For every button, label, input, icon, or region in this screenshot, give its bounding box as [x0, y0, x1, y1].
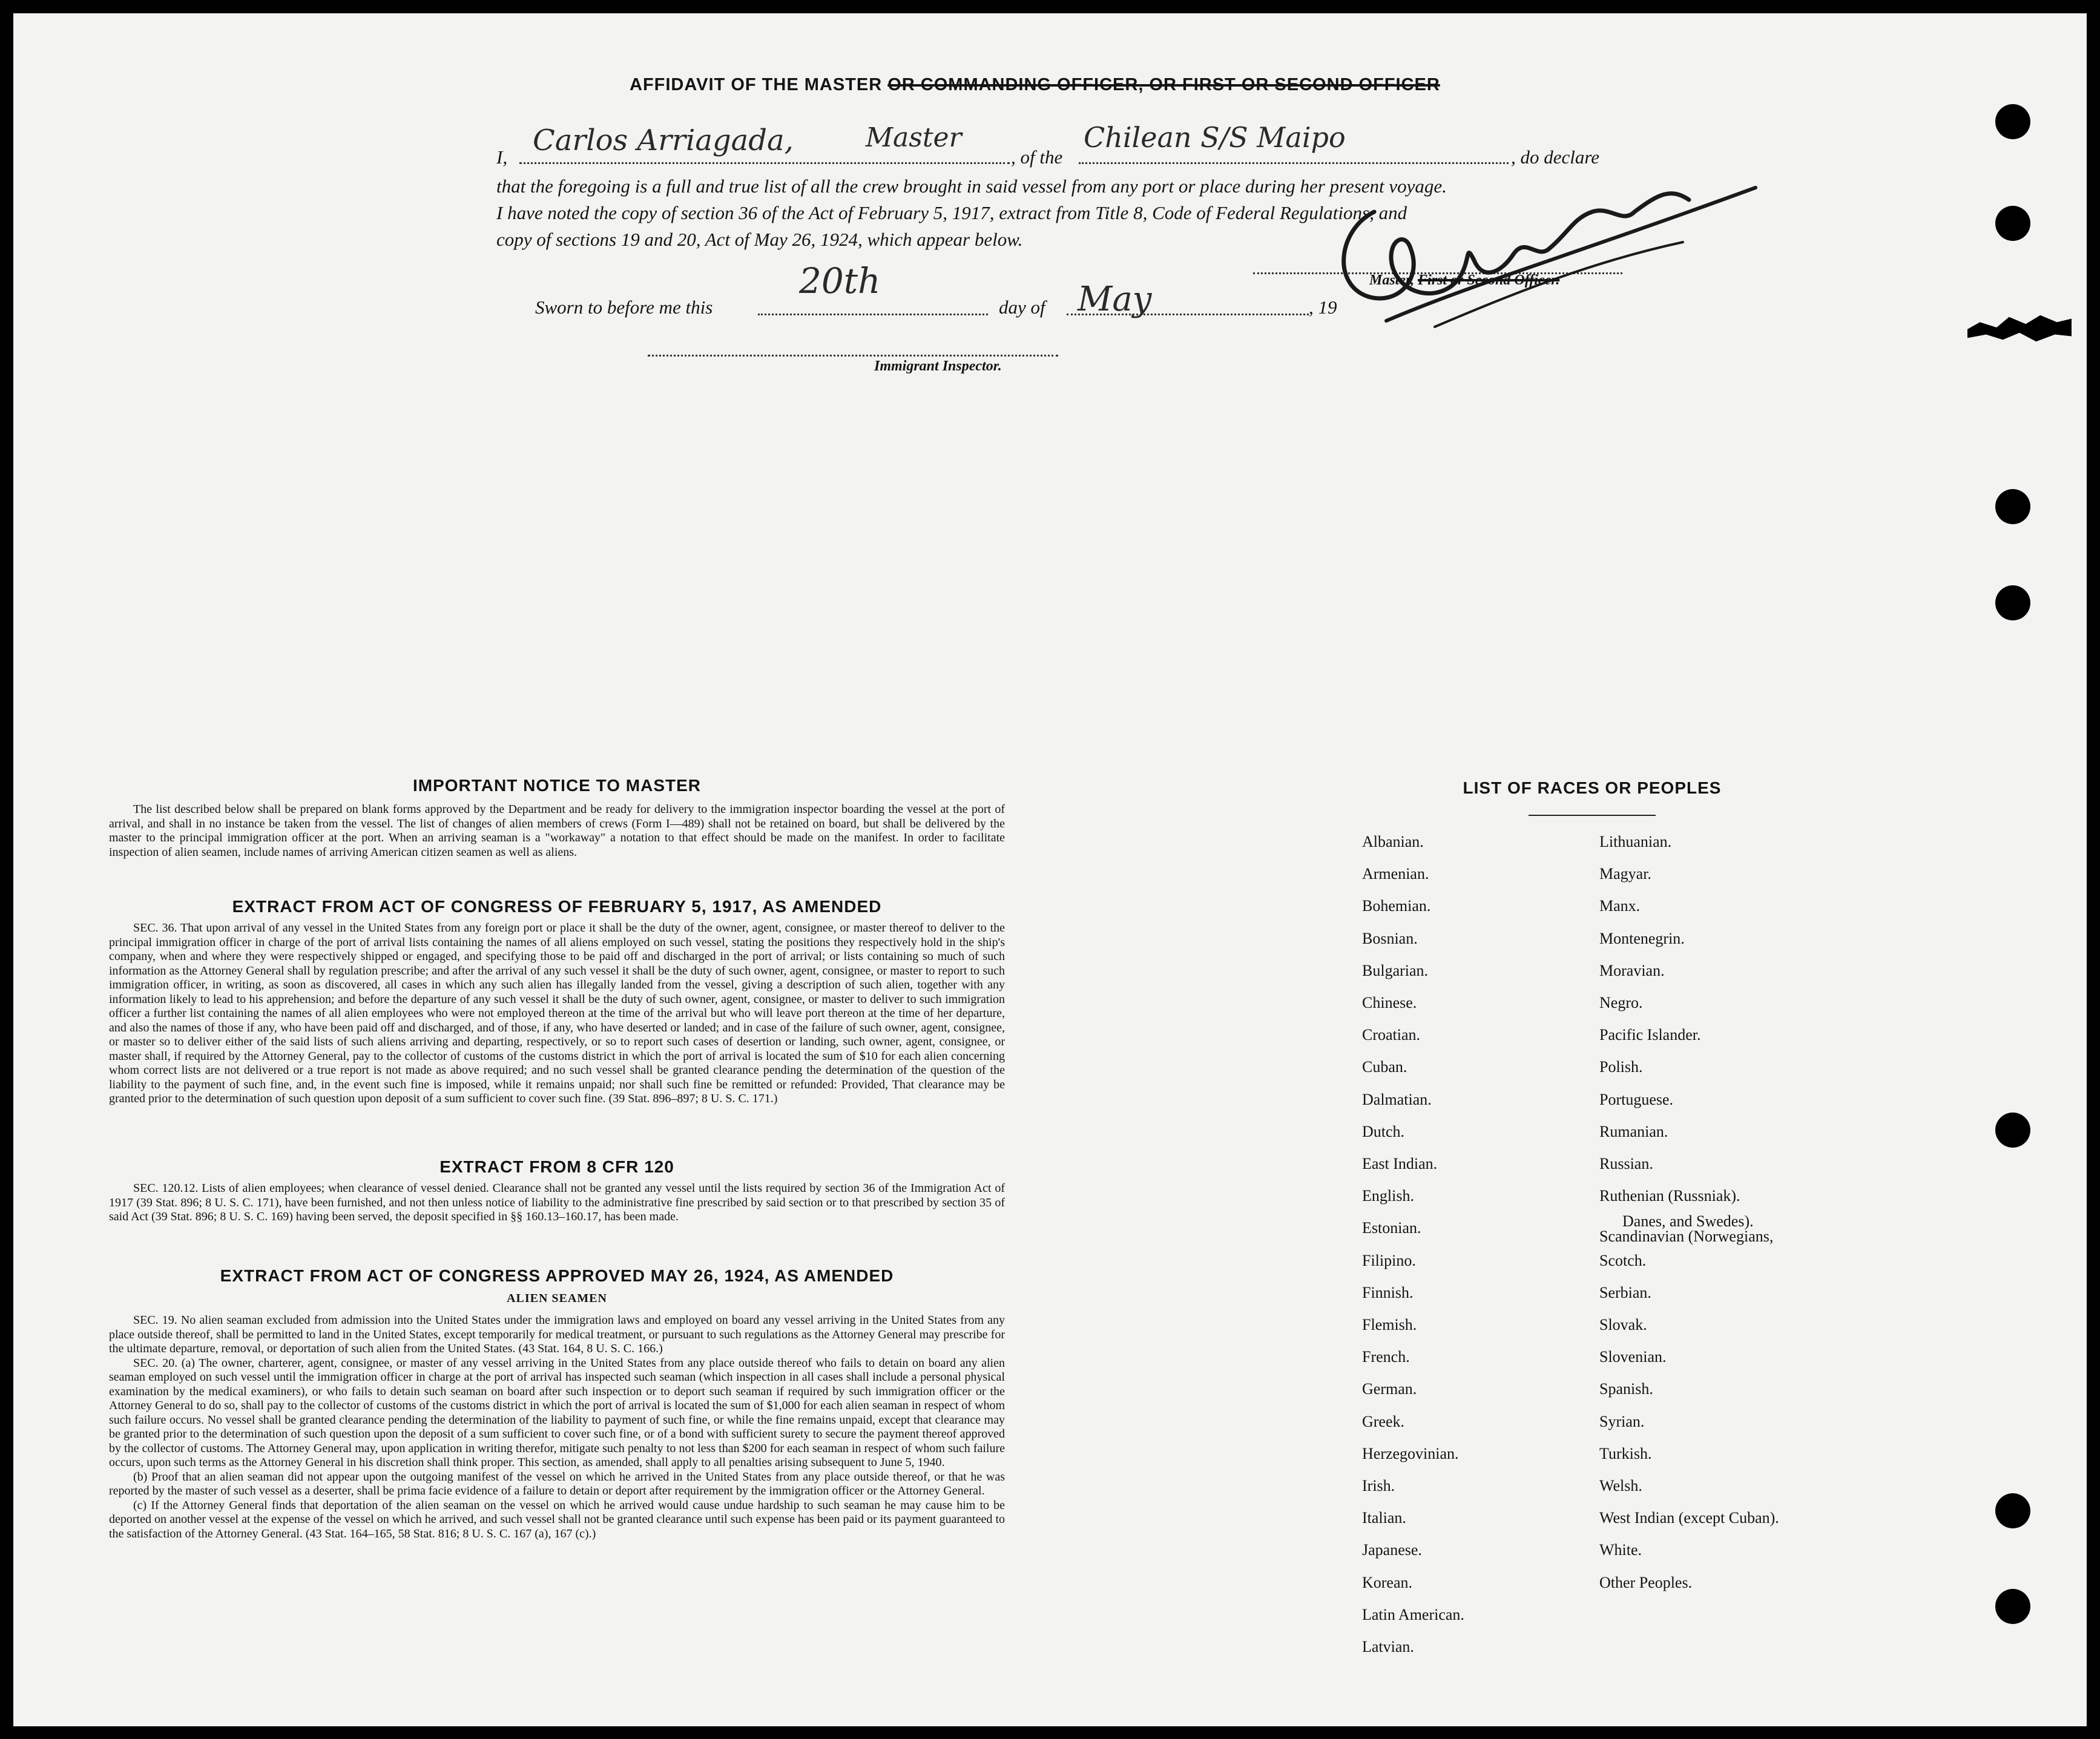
extract-1917-body: SEC. 36. That upon arrival of any vessel in the United States from any foreign port or place it shall be the duty of the owner, agent, consignee, or master thereof to deliver to the principal immigration officer in charge of the port of arrival lists containing the names of all aliens employed on such vessel, stating the positions they respectively hold in the ship's company, when and where they were respectively shipped or engaged, and specifying those to be paid off and discharged in the port of arrival; or lists containing so much of such information as the Attorney General shall by regulation prescribe; and after the arrival of any such vessel it shall be the duty of such owner, agent, consignee, or master to report to such immigration officer, in writing, as soon as discovered, all cases in which any such alien has illegally landed from the vessel, giving a description of such alien, together with any information likely to lead to his apprehension; and before the departure of any such vessel it shall be the duty of such owner, agent, consignee, or master to deliver to such immigration officer a further list containing the names of all alien employees who were not employed thereon at the time of the arrival but who will leave port thereon at the time of her departure, and also the names of those if any, who have been paid off and discharged, and of those, if any, who have deserted or landed; and in case of the failure of such owner, agent, consignee, or master so to deliver either of the said lists of such aliens arriving and departing, respectively, or so to report such cases of desertion or landing, such owner, agent, consignee, or master shall, if required by the Attorney General, pay to the collector of customs of the customs district in which the port of arrival is located the sum of $10 for each alien concerning whom correct lists are not delivered or a true report is not made as above required; and no such vessel shall be granted clearance pending the determination of the question of the liability to the payment of such fine, and, in the event such fine is imposed, while it remains unpaid; nor shall such fine be remitted or refunded: Provided, That clearance may be granted prior to the determination of such question upon deposit of a sum sufficient to cover such fine. (39 Stat. 896–897; 8 U. S. C. 171.)	[109, 921, 1005, 1105]
sworn-day-line	[758, 314, 988, 315]
race-item: Albanian.	[1362, 833, 1424, 850]
master-signature-label: Master, First or Second Officer.	[1369, 272, 1560, 288]
section-19: SEC. 19. No alien seaman excluded from admission into the United States under the immigration laws and employed on board any vessel arriving in the United States from any place outside thereof, shall be permitted to land in the United States, except temporarily for medical treatment, or pursuant to such regulations as the Attorney General may prescribe for the ultimate departure, removal, or deportation of such alien from the United States. (43 Stat. 164, 8 U. S. C. 166.)	[109, 1313, 1005, 1355]
race-item: Welsh.	[1599, 1477, 1642, 1494]
extract-1924-title: EXTRACT FROM ACT OF CONGRESS APPROVED MAY 26, 1924, AS AMENDED	[220, 1266, 894, 1285]
sworn-month-handwritten: May	[1078, 280, 1152, 319]
binder-hole	[1995, 104, 2030, 139]
race-item: Polish.	[1599, 1058, 1643, 1076]
race-item: Filipino.	[1362, 1251, 1416, 1269]
race-item: Korean.	[1362, 1573, 1413, 1591]
race-item: Montenegrin.	[1599, 929, 1685, 947]
binder-hole	[1995, 1493, 2030, 1528]
notice-body: The list described below shall be prepared on blank forms approved by the Department and be ready for delivery to the immigration inspector boarding the vessel at the port of arrival, and shall in no instance be taken from the vessel. The list of changes of alien members of crews (Form I—489) shall not be retained on board, but shall be delivered by the master to the principal immigration officer at the port. When an arriving seaman is a "workaway" a notation to that effect should be made on the manifest. In order to facilitate inspection of alien seamen, include names of arriving American citizen seamen as well as aliens.	[109, 803, 1005, 859]
race-item: Finnish.	[1362, 1283, 1414, 1301]
race-item: Russian.	[1599, 1155, 1653, 1172]
race-item: Danes, and Swedes).	[1622, 1212, 1754, 1231]
race-item: White.	[1599, 1541, 1642, 1559]
section-20c: (c) If the Attorney General finds that deportation of the alien seaman on the vessel on which he arrived would cause undue hardship to such seaman he may cause him to be deported on another vessel at the expense of the vessel on which he arrived, and such vessel shall not be granted clearance until such expense has been paid or its payment guaranteed to the satisfaction of the Attorney General. (43 Stat. 164–165, 58 Stat. 816; 8 U. S. C. 167 (a), 167 (c).)	[109, 1498, 1005, 1540]
binder-hole	[1995, 1589, 2030, 1624]
race-item: French.	[1362, 1348, 1410, 1366]
binder-hole	[1995, 1113, 2030, 1148]
race-item: Latvian.	[1362, 1638, 1414, 1655]
races-title-rule	[1529, 815, 1656, 816]
race-item: English.	[1362, 1187, 1414, 1205]
race-item: Rumanian.	[1599, 1122, 1668, 1140]
race-item: Turkish.	[1599, 1444, 1652, 1462]
extract-cfr-title: EXTRACT FROM 8 CFR 120	[439, 1157, 674, 1176]
race-item: Scotch.	[1599, 1251, 1647, 1269]
race-item: Other Peoples.	[1599, 1573, 1693, 1591]
race-item: Portuguese.	[1599, 1090, 1674, 1108]
section-20a: SEC. 20. (a) The owner, charterer, agent, consignee, or master of any vessel arriving in the United States from any place outside thereof who fails to detain on board any alien seaman employed on such vessel until the immigration officer in charge at the port of arrival has inspected such seaman (which inspection in all cases shall include a personal physical examination by the medical examiners), or who fails to detain such seaman on board after such inspection or to deport such seaman if required by such immigration officer or the Attorney General to do so, shall pay to the collector of customs of the customs district in which the port of arrival is located the sum of $1,000 for each alien seaman in respect of whom such failure occurs. No vessel shall be granted clearance pending the determination of the liability to payment of such fine, or while the fine remains unpaid, except that clearance may be granted prior to the determination of such question upon the deposit of a sum sufficient to cover such fine, or of a bond with sufficient surety to secure the payment thereof approved by the collector of customs. The Attorney General may, upon application in writing therefor, mitigate such penalty to not less than $200 for each seaman in respect of whom such failure occurs, upon such terms as the Attorney General in his discretion shall think proper. This section, as amended, shall apply to all penalties arising subsequent to June 5, 1940.	[109, 1356, 1005, 1469]
affidavit-title: AFFIDAVIT OF THE MASTER OR COMMANDING OFFICER, OR FIRST OR SECOND OFFICER	[630, 75, 1440, 94]
binder-hole	[1995, 489, 2030, 524]
master-title-handwritten: Master	[866, 122, 962, 153]
race-item: Lithuanian.	[1599, 833, 1672, 850]
race-item: West Indian (except Cuban).	[1599, 1509, 1779, 1527]
race-item: Bohemian.	[1362, 897, 1431, 915]
race-item: Slovenian.	[1599, 1348, 1667, 1366]
binder-hole	[1995, 206, 2030, 241]
race-item: Pacific Islander.	[1599, 1026, 1701, 1044]
race-item: Herzegovinian.	[1362, 1444, 1459, 1462]
race-item: Dalmatian.	[1362, 1090, 1432, 1108]
affidavit-line-4: copy of sections 19 and 20, Act of May 26, 1924, which appear below.	[496, 229, 1023, 250]
notice-title: IMPORTANT NOTICE TO MASTER	[412, 776, 702, 795]
master-name-handwritten: Carlos Arriagada,	[533, 123, 794, 157]
extract-cfr-body: SEC. 120.12. Lists of alien employees; when clearance of vessel denied. Clearance shall not be granted any vessel until the lists required by section 36 of the Immigration Act of 1917 (39 Stat. 896; 8 U. S. C. 171), have been furnished, and not then unless notice of liability to the administrative fine prescribed by said section or to that prescribed by section 35 of said Act (39 Stat. 896; 8 U. S. C. 169) having been served, the deposit specified in §§ 160.13–160.17, has been made.	[109, 1182, 1005, 1223]
master-signature	[1320, 176, 1792, 357]
of-the-label: , of the	[1011, 146, 1063, 168]
race-item: Estonian.	[1362, 1219, 1421, 1237]
race-item: Scandinavian (Norwegians,	[1599, 1228, 1774, 1246]
race-item: Syrian.	[1599, 1412, 1645, 1430]
race-item: Magyar.	[1599, 865, 1651, 883]
race-item: Slovak.	[1599, 1316, 1647, 1333]
race-item: Manx.	[1599, 897, 1641, 915]
race-item: Chinese.	[1362, 994, 1417, 1011]
name-line	[519, 162, 1010, 164]
vessel-name-handwritten: Chilean S/S Maipo	[1084, 121, 1346, 154]
races-title: LIST OF RACES OR PEOPLES	[1463, 778, 1722, 797]
affidavit-line-3: I have noted the copy of section 36 of the Act of February 5, 1917, extract from Title 8, Code of Federal Regulations, and	[496, 202, 1407, 223]
alien-seamen-subtitle: ALIEN SEAMEN	[507, 1292, 607, 1305]
inspector-line	[648, 355, 1058, 357]
affidavit-title-struck: OR COMMANDING OFFICER, OR FIRST OR SECOND OFFICER	[887, 75, 1440, 94]
race-item: German.	[1362, 1380, 1417, 1398]
race-item: Bulgarian.	[1362, 961, 1429, 979]
do-declare-label: , do declare	[1511, 146, 1600, 168]
race-item: Spanish.	[1599, 1380, 1653, 1398]
affidavit-i: I,	[496, 146, 508, 168]
race-item: Italian.	[1362, 1509, 1406, 1527]
race-item: Ruthenian (Russniak).	[1599, 1187, 1740, 1205]
race-item: Dutch.	[1362, 1122, 1405, 1140]
year-label: , 19	[1309, 297, 1337, 318]
binder-hole	[1995, 585, 2030, 620]
race-item: East Indian.	[1362, 1155, 1438, 1172]
race-item: Greek.	[1362, 1412, 1405, 1430]
race-item: Irish.	[1362, 1477, 1395, 1494]
section-20b: (b) Proof that an alien seaman did not appear upon the outgoing manifest of the vessel on which he arrived in the United States from any place outside thereof, or that he was reported by the master of such vessel as a deserter, shall be prima facie evidence of a failure to detain or deport after requirement by the immigration officer or the Attorney General.	[109, 1470, 1005, 1497]
race-item: Armenian.	[1362, 865, 1429, 883]
extract-1917-title: EXTRACT FROM ACT OF CONGRESS OF FEBRUARY 5, 1917, AS AMENDED	[232, 897, 882, 916]
race-item: Serbian.	[1599, 1283, 1651, 1301]
day-of-label: day of	[999, 297, 1045, 318]
race-item: Negro.	[1599, 994, 1643, 1011]
affidavit-line-2: that the foregoing is a full and true list of all the crew brought in said vessel from any port or place during her present voyage.	[496, 176, 1447, 197]
race-item: Bosnian.	[1362, 929, 1418, 947]
race-item: Flemish.	[1362, 1316, 1417, 1333]
race-item: Cuban.	[1362, 1058, 1407, 1076]
race-item: Japanese.	[1362, 1541, 1422, 1559]
race-item: Latin American.	[1362, 1605, 1464, 1623]
extract-1924-body	[109, 1313, 1005, 1541]
race-item: Croatian.	[1362, 1026, 1421, 1044]
sworn-day-handwritten: 20th	[799, 260, 881, 301]
race-item: Moravian.	[1599, 961, 1665, 979]
sworn-label: Sworn to before me this	[535, 297, 713, 318]
inspector-label: Immigrant Inspector.	[874, 358, 1002, 374]
vessel-line	[1079, 162, 1509, 164]
